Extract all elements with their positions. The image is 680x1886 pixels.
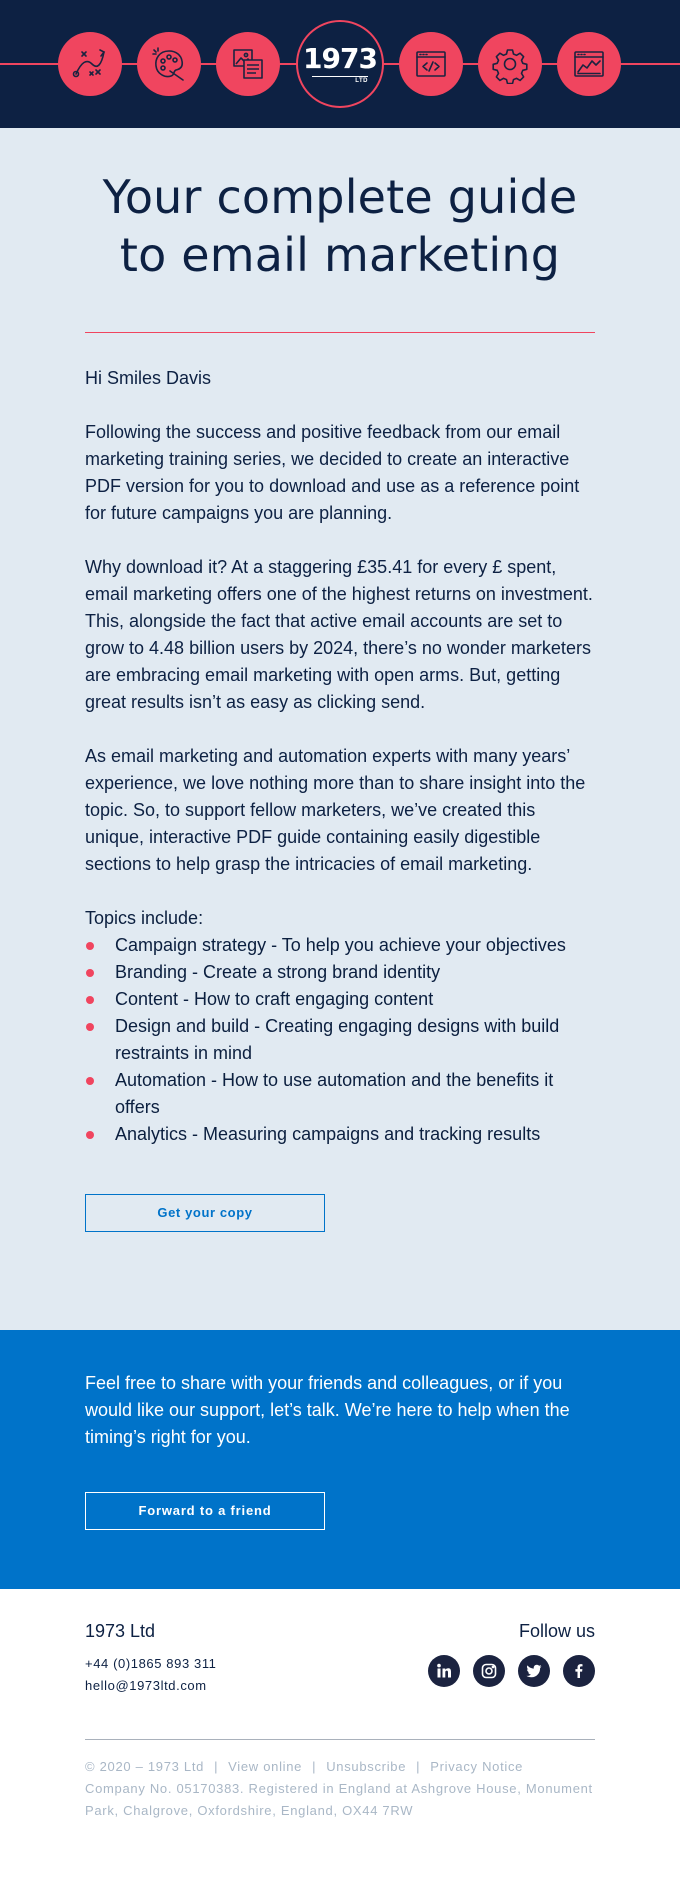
forward-to-friend-button[interactable]: Forward to a friend (85, 1492, 325, 1530)
social-links (428, 1655, 595, 1687)
strategy-icon (58, 32, 122, 96)
topics-list (85, 932, 595, 1148)
email-link[interactable]: hello@1973ltd.com (85, 1678, 207, 1693)
separator: | (214, 1759, 219, 1774)
follow-label: Follow us (518, 1621, 595, 1641)
footer-top-row (85, 1619, 595, 1697)
topic-item: Automation - How to use automation and the benefits it offers (85, 1067, 595, 1121)
phone-link[interactable]: +44 (0)1865 893 311 (85, 1656, 217, 1671)
unsubscribe-link[interactable]: Unsubscribe (326, 1759, 407, 1774)
palette-icon (137, 32, 201, 96)
privacy-notice-link[interactable]: Privacy Notice (430, 1759, 524, 1774)
email-footer (0, 1589, 680, 1886)
content-icon (216, 32, 280, 96)
topic-item: Content - How to craft engaging content (85, 986, 595, 1013)
topics-title: Topics include: (85, 908, 204, 928)
company-logo[interactable] (296, 20, 384, 108)
company-contact (85, 1619, 217, 1697)
facebook-icon[interactable] (563, 1655, 595, 1687)
title-divider (85, 332, 595, 333)
main-content (0, 128, 680, 1330)
email-header (0, 0, 680, 128)
experts-paragraph: As email marketing and automation experts with many years’ experience, we love nothing more than to share insight into the topic. So, to support fellow marketers, we’ve created this unique, interactive PDF guide containing easily digestible sections to help grasp the intricacies of email marketing. (85, 746, 586, 874)
linkedin-icon[interactable] (428, 1655, 460, 1687)
topic-item: Design and build - Creating engaging designs with build restraints in mind (85, 1013, 595, 1067)
logo-suffix: LTD (312, 76, 368, 84)
share-text: Feel free to share with your friends and colleagues, or if you would like our support, let’s talk. We’re here to help when the timing’s right for you. (85, 1373, 570, 1447)
topic-item: Campaign strategy - To help you achieve your objectives (85, 932, 595, 959)
greeting: Hi Smiles Davis (85, 368, 212, 388)
analytics-icon (557, 32, 621, 96)
topic-item: Analytics - Measuring campaigns and tracking results (85, 1121, 595, 1148)
legal-links (85, 1756, 595, 1778)
separator: | (416, 1759, 421, 1774)
topic-item: Branding - Create a strong brand identity (85, 959, 595, 986)
footer-divider (85, 1739, 595, 1740)
instagram-icon[interactable] (473, 1655, 505, 1687)
page-title: Your complete guide to email marketing (102, 170, 578, 282)
separator: | (312, 1759, 317, 1774)
intro-paragraph: Following the success and positive feedback from our email marketing training series, we decided to create an interactive PDF version for you to download and use as a reference point for future campaigns you are planning. (85, 422, 580, 523)
share-section (0, 1330, 680, 1589)
why-paragraph: Why download it? At a staggering £35.41 for every £ spent, email marketing offers one of the highest returns on investment. This, alongside the fact that active email accounts are set to grow to 4.48 billion users by 2024, there’s no wonder marketers are embracing email marketing with open arms. But, getting great results isn’t as easy as clicking send. (85, 557, 593, 712)
logo-number: 1973 (303, 41, 377, 75)
get-your-copy-button[interactable]: Get your copy (85, 1194, 325, 1232)
twitter-icon[interactable] (518, 1655, 550, 1687)
view-online-link[interactable]: View online (228, 1759, 303, 1774)
follow-us (428, 1619, 595, 1697)
copyright: © 2020 – 1973 Ltd (85, 1759, 205, 1774)
code-icon (399, 32, 463, 96)
header-icons (0, 0, 680, 128)
company-registration: Company No. 05170383. Registered in England at Ashgrove House, Monument Park, Chalgrove, Oxfordshire, England, OX44 7RW (85, 1781, 593, 1818)
company-name: 1973 Ltd (85, 1621, 156, 1641)
gear-icon (478, 32, 542, 96)
